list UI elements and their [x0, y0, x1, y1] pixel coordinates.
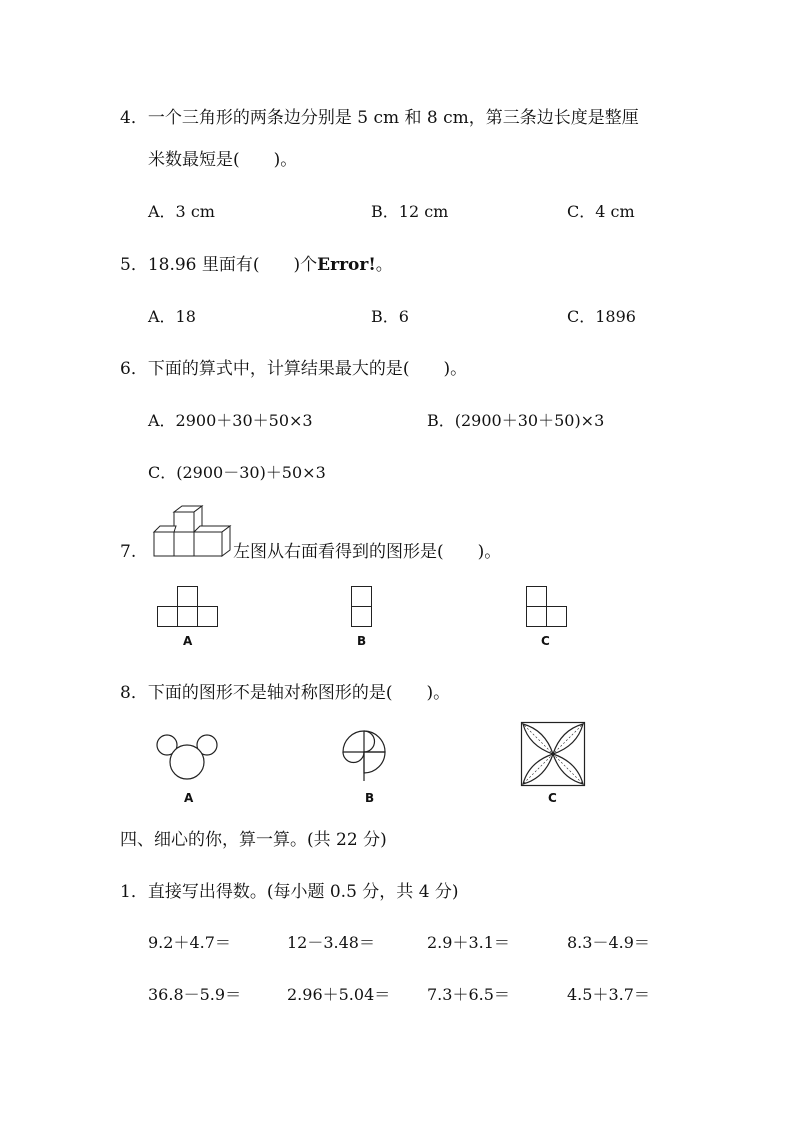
calc-item: 2.96＋5.04＝	[287, 985, 391, 1004]
calc-item: 2.9＋3.1＝	[427, 933, 510, 952]
q5-text-post: 。	[375, 255, 393, 275]
q5-text-pre: 5．18.96 里面有( )个	[120, 255, 318, 275]
q7-figure-c-label: C	[541, 634, 550, 648]
q6-option-b: B．(2900＋30＋50)×3	[427, 411, 605, 430]
q8-figure-c-flower-icon	[521, 722, 585, 786]
q8-text: 8．下面的图形不是轴对称图形的是( )。	[120, 683, 451, 703]
q8-figure-c-label: C	[548, 791, 557, 805]
q7-figure-c-icon	[526, 586, 568, 628]
q5-option-a: A．18	[148, 307, 196, 326]
q7-figure-a-icon	[157, 586, 219, 628]
calc-item: 8.3－4.9＝	[567, 933, 650, 952]
q4-text-line1: 4．一个三角形的两条边分别是 5 cm 和 8 cm，第三条边长度是整厘	[120, 108, 639, 128]
q7-text: 左图从右面看得到的图形是( )。	[233, 542, 502, 562]
calc-item: 36.8－5.9＝	[148, 985, 242, 1004]
q7-number: 7.	[120, 542, 137, 562]
calc-item: 12－3.48＝	[287, 933, 375, 952]
q4-option-a: A．3 cm	[148, 202, 215, 221]
calc-item: 4.5＋3.7＝	[567, 985, 650, 1004]
q8-figure-b-semicircles-icon	[342, 724, 386, 782]
q8-figure-a-label: A	[184, 791, 194, 805]
section4-title: 四、细心的你，算一算。(共 22 分)	[120, 830, 387, 850]
q5-error-text: Error!	[317, 255, 376, 275]
q7-figure-b-label: B	[357, 634, 367, 648]
q4-option-c: C．4 cm	[567, 202, 635, 221]
q4-text-line2: 米数最短是( )。	[148, 150, 298, 170]
q7-figure-a-label: A	[183, 634, 193, 648]
q8-figure-a-mouse-icon	[156, 732, 220, 782]
q4-option-b: B．12 cm	[371, 202, 449, 221]
q5-option-c: C．1896	[567, 307, 636, 326]
q5-option-b: B．6	[371, 307, 409, 326]
q7-figure-b-icon	[351, 586, 373, 628]
q5-text	[120, 254, 393, 276]
q6-option-c: C．(2900－30)＋50×3	[148, 463, 326, 482]
q8-figure-b-label: B	[365, 791, 375, 805]
q6-text: 6．下面的算式中，计算结果最大的是( )。	[120, 359, 468, 379]
calc-item: 9.2＋4.7＝	[148, 933, 231, 952]
q7-cube-stack-figure	[152, 506, 232, 558]
section4-sub1: 1．直接写出得数。(每小题 0.5 分，共 4 分)	[120, 882, 459, 902]
calc-item: 7.3＋6.5＝	[427, 985, 510, 1004]
q6-option-a: A．2900＋30＋50×3	[148, 411, 313, 430]
